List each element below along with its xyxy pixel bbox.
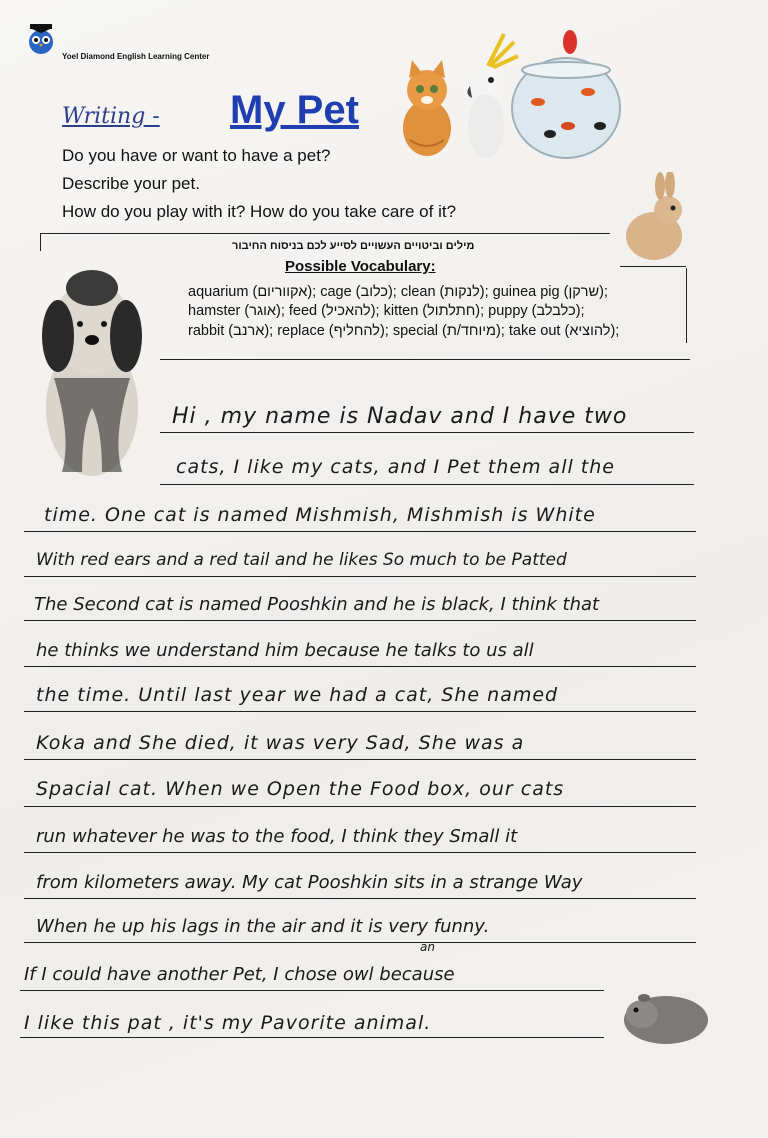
handwriting-line-2: cats, I like my cats, and I Pet them all the (176, 456, 615, 478)
prompt-1: Do you have or want to have a pet? (62, 146, 331, 165)
handwriting-line-10: run whatever he was to the food, I think they Small it (36, 826, 518, 847)
kitten-icon (396, 56, 458, 160)
writing-rule (24, 666, 696, 667)
writing-rule (24, 806, 696, 807)
handwriting-line-3: time. One cat is named Mishmish, Mishmish is White (44, 504, 596, 526)
owl-logo-icon (24, 22, 58, 56)
vocab-box-left-border (40, 233, 41, 251)
vocab-hebrew-heading: מילים וביטויים העשויים לסייע לכם בניסוח החיבור (232, 240, 475, 252)
writing-rule (24, 942, 696, 943)
rabbit-icon (622, 172, 694, 264)
writing-label: Writing - (62, 104, 160, 129)
writing-rule (24, 898, 696, 899)
writing-rule (24, 852, 696, 853)
vocab-line-1: aquarium (אקווריום); cage (כלוב); clean (לנקות); guinea pig (שרקן); (188, 284, 608, 300)
center-name: Yoel Diamond English Learning Center (62, 52, 210, 61)
writing-rule (160, 432, 694, 433)
handwriting-line-9: Spacial cat. When we Open the Food box, our cats (36, 778, 565, 800)
writing-rule (20, 1037, 604, 1038)
vocab-box-bottom-border (160, 359, 690, 360)
handwriting-line-6: he thinks we understand him because he talks to us all (36, 640, 534, 661)
writing-rule (160, 484, 694, 485)
prompt-3: How do you play with it? How do you take care of it? (62, 202, 457, 221)
prompt-2: Describe your pet. (62, 174, 200, 193)
handwriting-line-4: With red ears and a red tail and he likes So much to be Patted (36, 550, 567, 570)
writing-rule (24, 620, 696, 621)
writing-rule (24, 531, 696, 532)
dog-icon (32, 258, 152, 480)
page-title: My Pet (230, 88, 359, 132)
vocab-box-right-top-border (620, 266, 686, 267)
handwriting-line-11: from kilometers away. My cat Pooshkin sits in a strange Way (36, 872, 583, 893)
handwriting-line-5: The Second cat is named Pooshkin and he is black, I think that (34, 594, 600, 615)
handwriting-line-1: Hi , my name is Nadav and I have two (172, 404, 628, 429)
vocab-box-top-border (40, 233, 610, 234)
writing-rule (24, 576, 696, 577)
writing-rule (24, 711, 696, 712)
vocab-box-right-border (686, 268, 687, 343)
vocab-heading: Possible Vocabulary: (285, 258, 436, 275)
handwriting-line-8: Koka and She died, it was very Sad, She was a (36, 732, 525, 754)
guinea-pig-icon (620, 984, 710, 1046)
handwriting-line-14: I like this pat , it's my Pavorite animal. (24, 1012, 432, 1034)
handwriting-line-12: When he up his lags in the air and it is very funny. (36, 916, 490, 937)
vocab-line-3: rabbit (ארנב); replace (להחליף); special (מיוחד/ת); take out (להוציא); (188, 323, 620, 339)
writing-rule (20, 990, 604, 991)
writing-rule (24, 759, 696, 760)
handwriting-line-7: the time. Until last year we had a cat, She named (36, 684, 559, 706)
fishbowl-icon (508, 22, 624, 162)
handwriting-line-13: If I could have another Pet, I chose owl because (24, 964, 455, 985)
vocab-line-2: hamster (אוגר); feed (להאכיל); kitten (חתלתול); puppy (כלבלב); (188, 303, 585, 319)
handwriting-correction: an (420, 940, 435, 954)
